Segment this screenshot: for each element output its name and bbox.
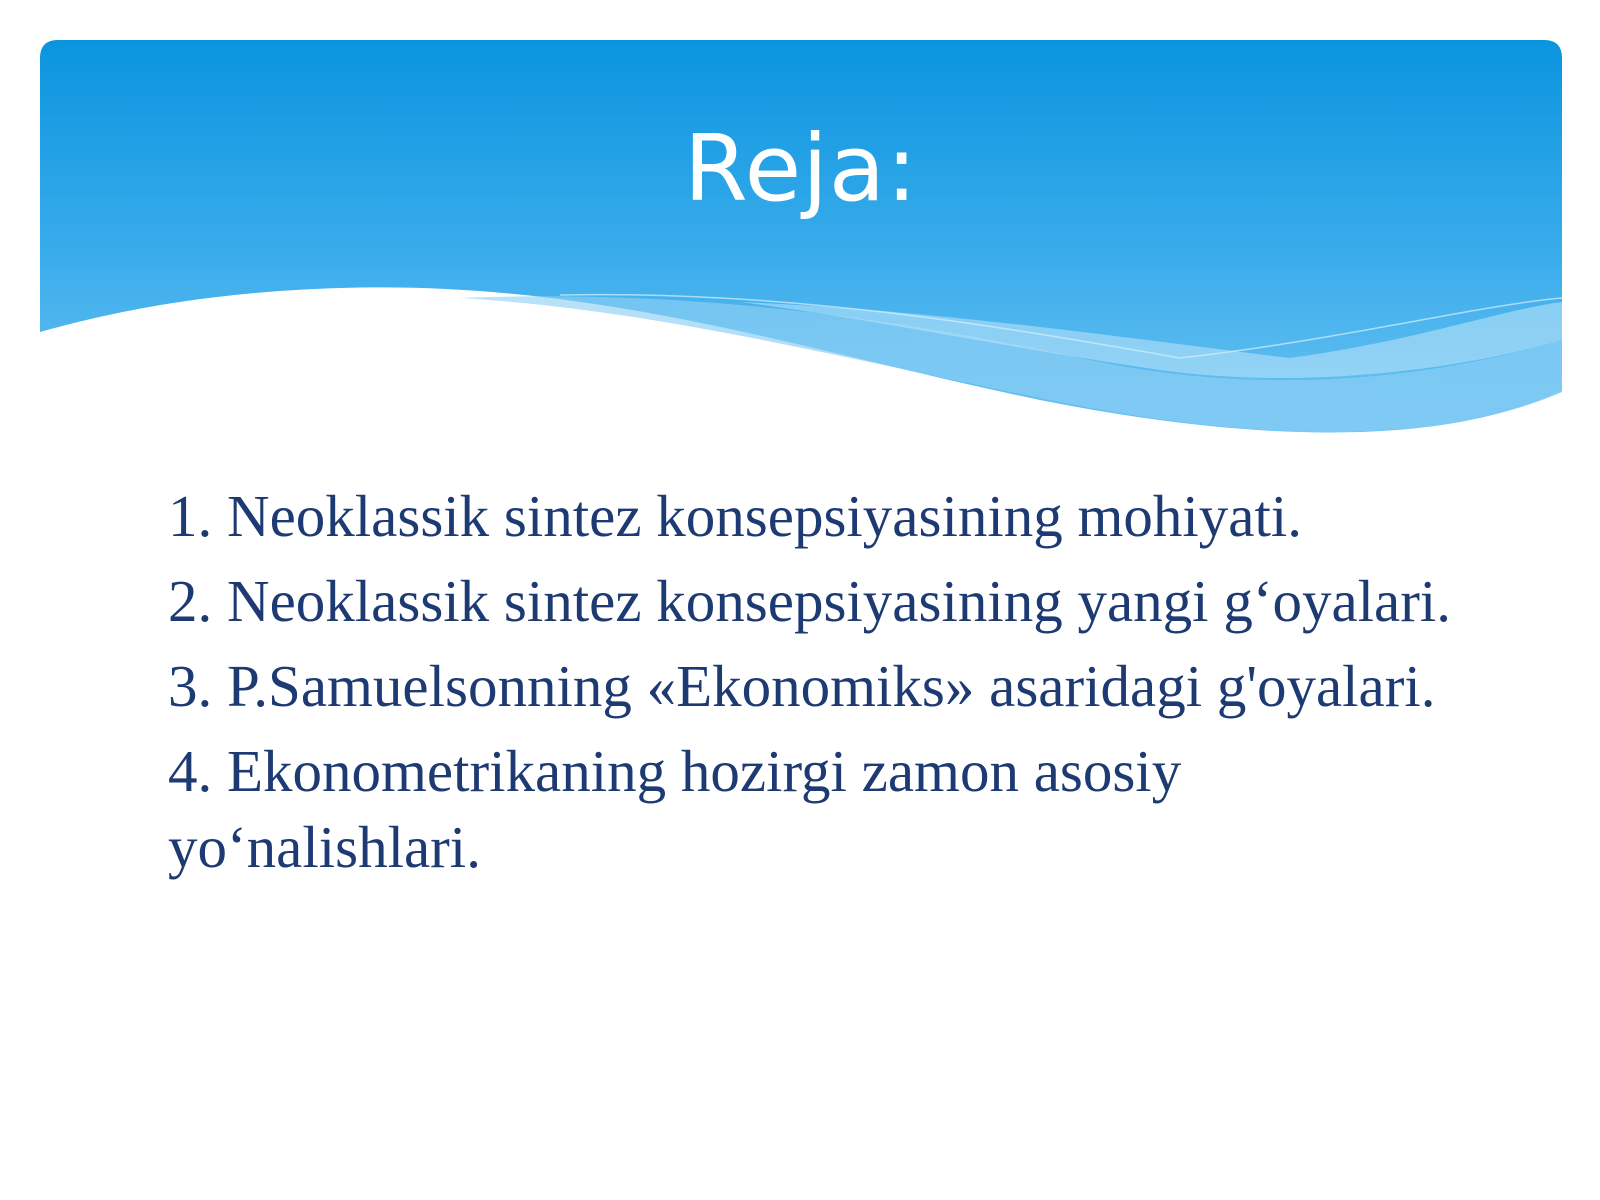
plan-item-3: 3. P.Samuelsonning «Ekonomiks» asaridagi g'oyalari. [168, 653, 1436, 719]
plan-item-1: 1. Neoklassik sintez konsepsiyasining mohiyati. [168, 483, 1302, 549]
plan-item-4: 4. Ekonometrikaning hozirgi zamon asosiy yo‘nalishlari. [168, 738, 1182, 880]
header-wave-background [40, 40, 1562, 460]
plan-item-2: 2. Neoklassik sintez konsepsiyasining yangi g‘oyalari. [168, 568, 1452, 634]
plan-list [168, 478, 1488, 894]
slide-title: Reja: [683, 115, 919, 222]
